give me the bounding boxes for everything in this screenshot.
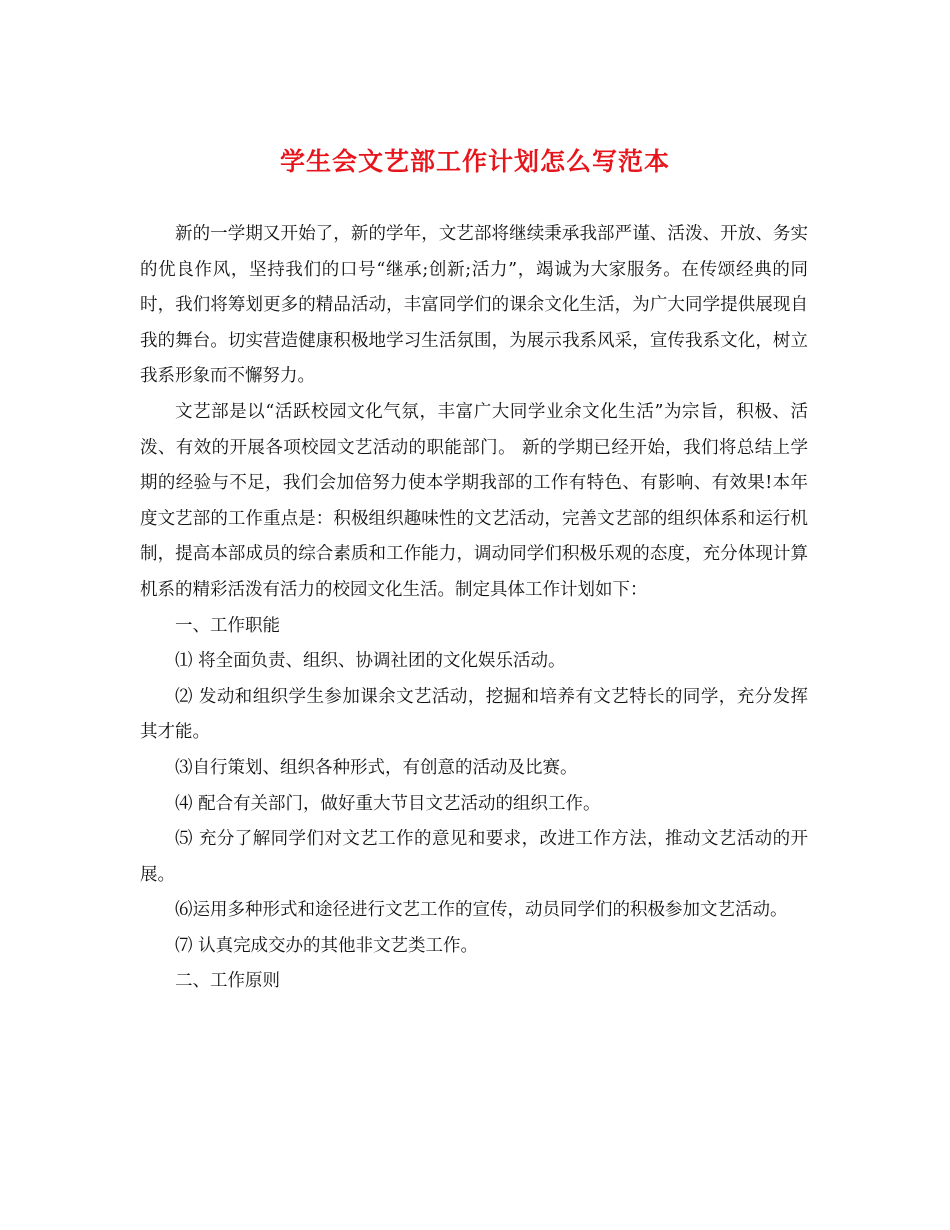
section-heading-functions: 一、工作职能: [175, 615, 280, 636]
list-item: ⑸ 充分了解同学们对文艺工作的意见和要求，改进工作方法，推动文艺活动的开展。: [140, 829, 808, 885]
paragraph-intro: 新的一学期又开始了，新的学年，文艺部将继续秉承我部严谨、活泼、开放、务实的优良作风，坚持我们的口号“继承;创新;活力”，竭诚为大家服务。在传颂经典的同时，我们将筹划更多的精品活动，丰富同学们的课余文化生活，为广大同学提供展现自我的舞台。切实营造健康积极地学习生活氛围，为展示我系风采，宣传我系文化，树立我系形象而不懈努力。: [140, 224, 808, 387]
list-item: ⑷ 配合有关部门，做好重大节目文艺活动的组织工作。: [175, 793, 601, 814]
paragraph-purpose: 文艺部是以“活跃校园文化气氛，丰富广大同学业余文化生活”为宗旨，积极、活泼、有效的开展各项校园文艺活动的职能部门。 新的学期已经开始，我们将总结上学期的经验与不足，我们会加倍努力使本学期我部的工作有特色、有影响、有效果!本年度文艺部的工作重点是：积极组织趣味性的文艺活动，完善文艺部的组织体系和运行机制，提高本部成员的综合素质和工作能力，调动同学们积极乐观的态度，充分体现计算机系的精彩活泼有活力的校园文化生活。制定具体工作计划如下：: [140, 401, 808, 600]
list-item: ⑴ 将全面负责、组织、协调社团的文化娱乐活动。: [175, 651, 566, 672]
list-item: ⑹运用多种形式和途径进行文艺工作的宣传，动员同学们的积极参加文艺活动。: [175, 900, 788, 921]
list-item: ⑶自行策划、组织各种形式，有创意的活动及比赛。: [175, 757, 578, 778]
document-title: 学生会文艺部工作计划怎么写范本: [279, 147, 670, 176]
document-body: [140, 217, 808, 1000]
list-item: ⑵ 发动和组织学生参加课余文艺活动，挖掘和培养有文艺特长的同学，充分发挥其才能。: [140, 686, 808, 743]
list-item: ⑺ 认真完成交办的其他非文艺类工作。: [175, 935, 479, 956]
section-heading-principles: 二、工作原则: [175, 971, 280, 992]
